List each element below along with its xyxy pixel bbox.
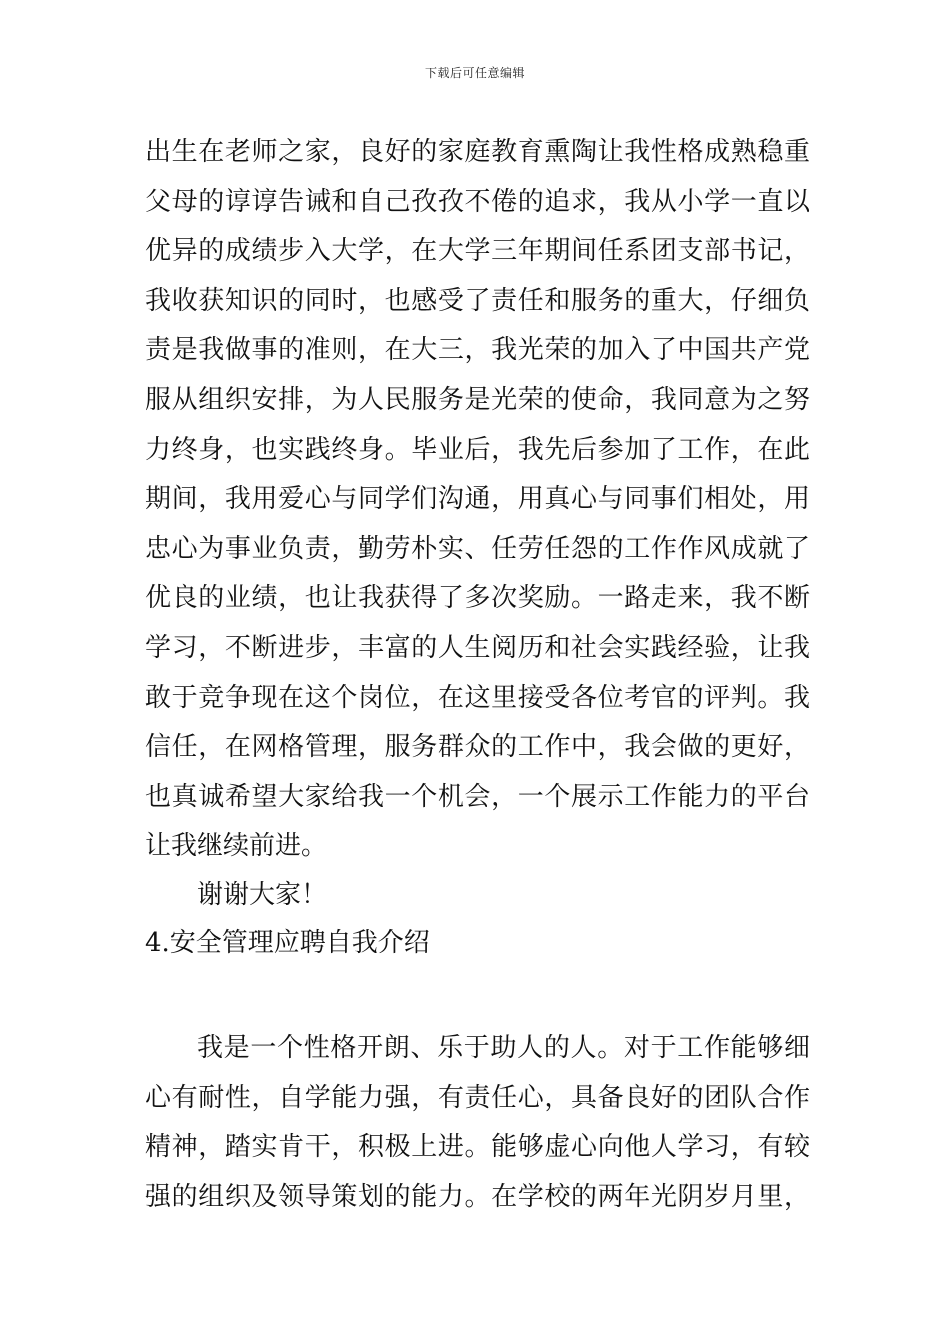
- paragraph-line: 心有耐性，自学能力强，有责任心，具备良好的团队合作: [145, 1082, 810, 1113]
- paragraph-line: 服从组织安排，为人民服务是光荣的使命，我同意为之努: [145, 384, 810, 415]
- paragraph-line: 敢于竞争现在这个岗位，在这里接受各位考官的评判。我: [145, 682, 810, 713]
- paragraph-line: 也真诚希望大家给我一个机会，一个展示工作能力的平台: [145, 781, 810, 812]
- paragraph-2: [145, 1024, 810, 1222]
- paragraph-1: [145, 128, 810, 872]
- paragraph-line: 精神，踏实肯干，积极上进。能够虚心向他人学习，有较: [145, 1132, 810, 1163]
- closing-section: [145, 871, 810, 967]
- paragraph-line: 期间，我用爱心与同学们沟通，用真心与同事们相处，用: [145, 484, 810, 515]
- paragraph-line: 强的组织及领导策划的能力。在学校的两年光阴岁月里，: [145, 1181, 810, 1212]
- paragraph-line: 让我继续前进。: [145, 831, 328, 862]
- paragraph-line: 忠心为事业负责，勤劳朴实、任劳任怨的工作作风成就了: [145, 533, 810, 564]
- paragraph-line: 责是我做事的准则，在大三，我光荣的加入了中国共产党: [145, 335, 810, 366]
- paragraph-line: 优良的业绩，也让我获得了多次奖励。一路走来，我不断: [145, 583, 810, 614]
- paragraph-line: 父母的谆谆告诫和自己孜孜不倦的追求，我从小学一直以: [145, 186, 810, 217]
- thanks-line: 谢谢大家！: [197, 880, 328, 910]
- paragraph-line: 力终身，也实践终身。毕业后，我先后参加了工作，在此: [145, 434, 810, 465]
- paragraph-line: 我是一个性格开朗、乐于助人的人。对于工作能够细: [197, 1033, 810, 1063]
- paragraph-line: 信任，在网格管理，服务群众的工作中，我会做的更好，: [145, 732, 810, 763]
- page-header: 下载后可任意编辑: [424, 66, 525, 80]
- paragraph-line: 学习，不断进步，丰富的人生阅历和社会实践经验，让我: [145, 632, 810, 663]
- section-heading: 4.安全管理应聘自我介绍: [145, 928, 430, 958]
- paragraph-line: 优异的成绩步入大学，在大学三年期间任系团支部书记，: [145, 236, 810, 267]
- paragraph-line: 出生在老师之家，良好的家庭教育熏陶让我性格成熟稳重: [145, 137, 810, 167]
- paragraph-line: 我收获知识的同时，也感受了责任和服务的重大，仔细负: [145, 285, 810, 316]
